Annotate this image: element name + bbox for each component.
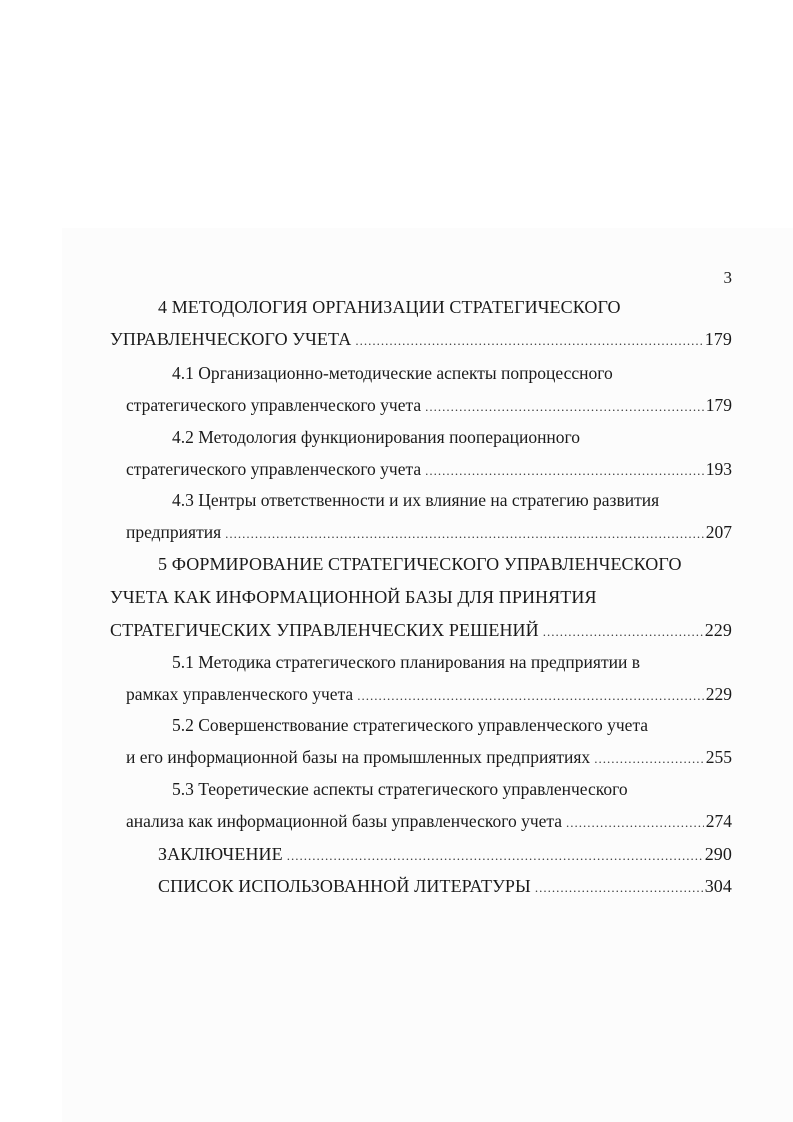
toc-page-number: 179 bbox=[705, 395, 732, 415]
toc-section-4-1-title: 4.1 Организационно-методические аспекты попроцессного bbox=[172, 363, 613, 383]
leader-dots bbox=[543, 619, 703, 645]
leader-dots bbox=[425, 394, 704, 420]
leader-dots bbox=[535, 875, 703, 901]
toc-chapter-5-title-line-2: УЧЕТА КАК ИНФОРМАЦИОННОЙ БАЗЫ ДЛЯ ПРИНЯТИЯ bbox=[110, 587, 597, 607]
toc-entry-text: СТРАТЕГИЧЕСКИХ УПРАВЛЕНЧЕСКИХ РЕШЕНИЙ bbox=[110, 620, 539, 640]
toc-entry-text: рамках управленческого учета bbox=[126, 684, 354, 704]
page-number: 3 bbox=[723, 268, 732, 287]
toc-section-5-3-title: 5.3 Теоретические аспекты стратегического управленческого bbox=[172, 779, 628, 799]
toc-entry-text: стратегического управленческого учета bbox=[126, 459, 422, 479]
toc-entry-section-5-3[interactable] bbox=[126, 808, 732, 834]
toc-page-number: 179 bbox=[704, 329, 732, 349]
toc-page-number: 304 bbox=[704, 876, 732, 896]
toc-page-number: 290 bbox=[704, 844, 732, 864]
toc-entry-section-5-2[interactable] bbox=[126, 744, 732, 770]
toc-page-number: 207 bbox=[705, 522, 732, 542]
toc-entry-section-5-1[interactable] bbox=[126, 681, 732, 707]
toc-page-number: 255 bbox=[705, 747, 732, 767]
toc-page-number: 229 bbox=[705, 684, 732, 704]
toc-entry-chapter-5[interactable] bbox=[110, 617, 732, 643]
leader-dots bbox=[225, 521, 704, 547]
leader-dots bbox=[566, 810, 704, 836]
toc-section-5-2-title: 5.2 Совершенствование стратегического управленческого учета bbox=[172, 715, 649, 735]
toc-entry-references[interactable] bbox=[158, 873, 732, 899]
toc-entry-section-4-2[interactable] bbox=[126, 456, 732, 482]
toc-section-4-2-title: 4.2 Методология функционирования пооперационного bbox=[172, 427, 581, 447]
toc-page-number: 193 bbox=[705, 459, 732, 479]
toc-entry-section-4-3[interactable] bbox=[126, 519, 732, 545]
toc-entry-text: анализа как информационной базы управленческого учета bbox=[126, 811, 563, 831]
toc-entry-section-4-1[interactable] bbox=[126, 392, 732, 418]
toc-entry-text: предприятия bbox=[126, 522, 222, 542]
toc-section-5-1-title: 5.1 Методика стратегического планирования на предприятии в bbox=[172, 652, 640, 672]
toc-chapter-5-title-line-1: 5 ФОРМИРОВАНИЕ СТРАТЕГИЧЕСКОГО УПРАВЛЕНЧЕСКОГО bbox=[158, 554, 682, 574]
toc-page-number: 274 bbox=[705, 811, 732, 831]
toc-entry-text: и его информационной базы на промышленных предприятиях bbox=[126, 747, 591, 767]
toc-entry-conclusion[interactable] bbox=[158, 841, 732, 867]
toc-page-number: 229 bbox=[704, 620, 732, 640]
toc-entry-text: СПИСОК ИСПОЛЬЗОВАННОЙ ЛИТЕРАТУРЫ bbox=[158, 876, 531, 896]
toc-entry-text: УПРАВЛЕНЧЕСКОГО УЧЕТА bbox=[110, 329, 352, 349]
toc-chapter-4-title: 4 МЕТОДОЛОГИЯ ОРГАНИЗАЦИИ СТРАТЕГИЧЕСКОГО bbox=[158, 297, 621, 317]
leader-dots bbox=[425, 458, 704, 484]
toc-entry-chapter-4[interactable] bbox=[110, 326, 732, 352]
toc-entry-text: стратегического управленческого учета bbox=[126, 395, 422, 415]
toc-entry-text: ЗАКЛЮЧЕНИЕ bbox=[158, 844, 283, 864]
leader-dots bbox=[357, 683, 704, 709]
toc-section-4-3-title: 4.3 Центры ответственности и их влияние на стратегию развития bbox=[172, 490, 660, 510]
leader-dots bbox=[594, 746, 704, 772]
leader-dots bbox=[355, 328, 702, 354]
leader-dots bbox=[287, 843, 703, 869]
